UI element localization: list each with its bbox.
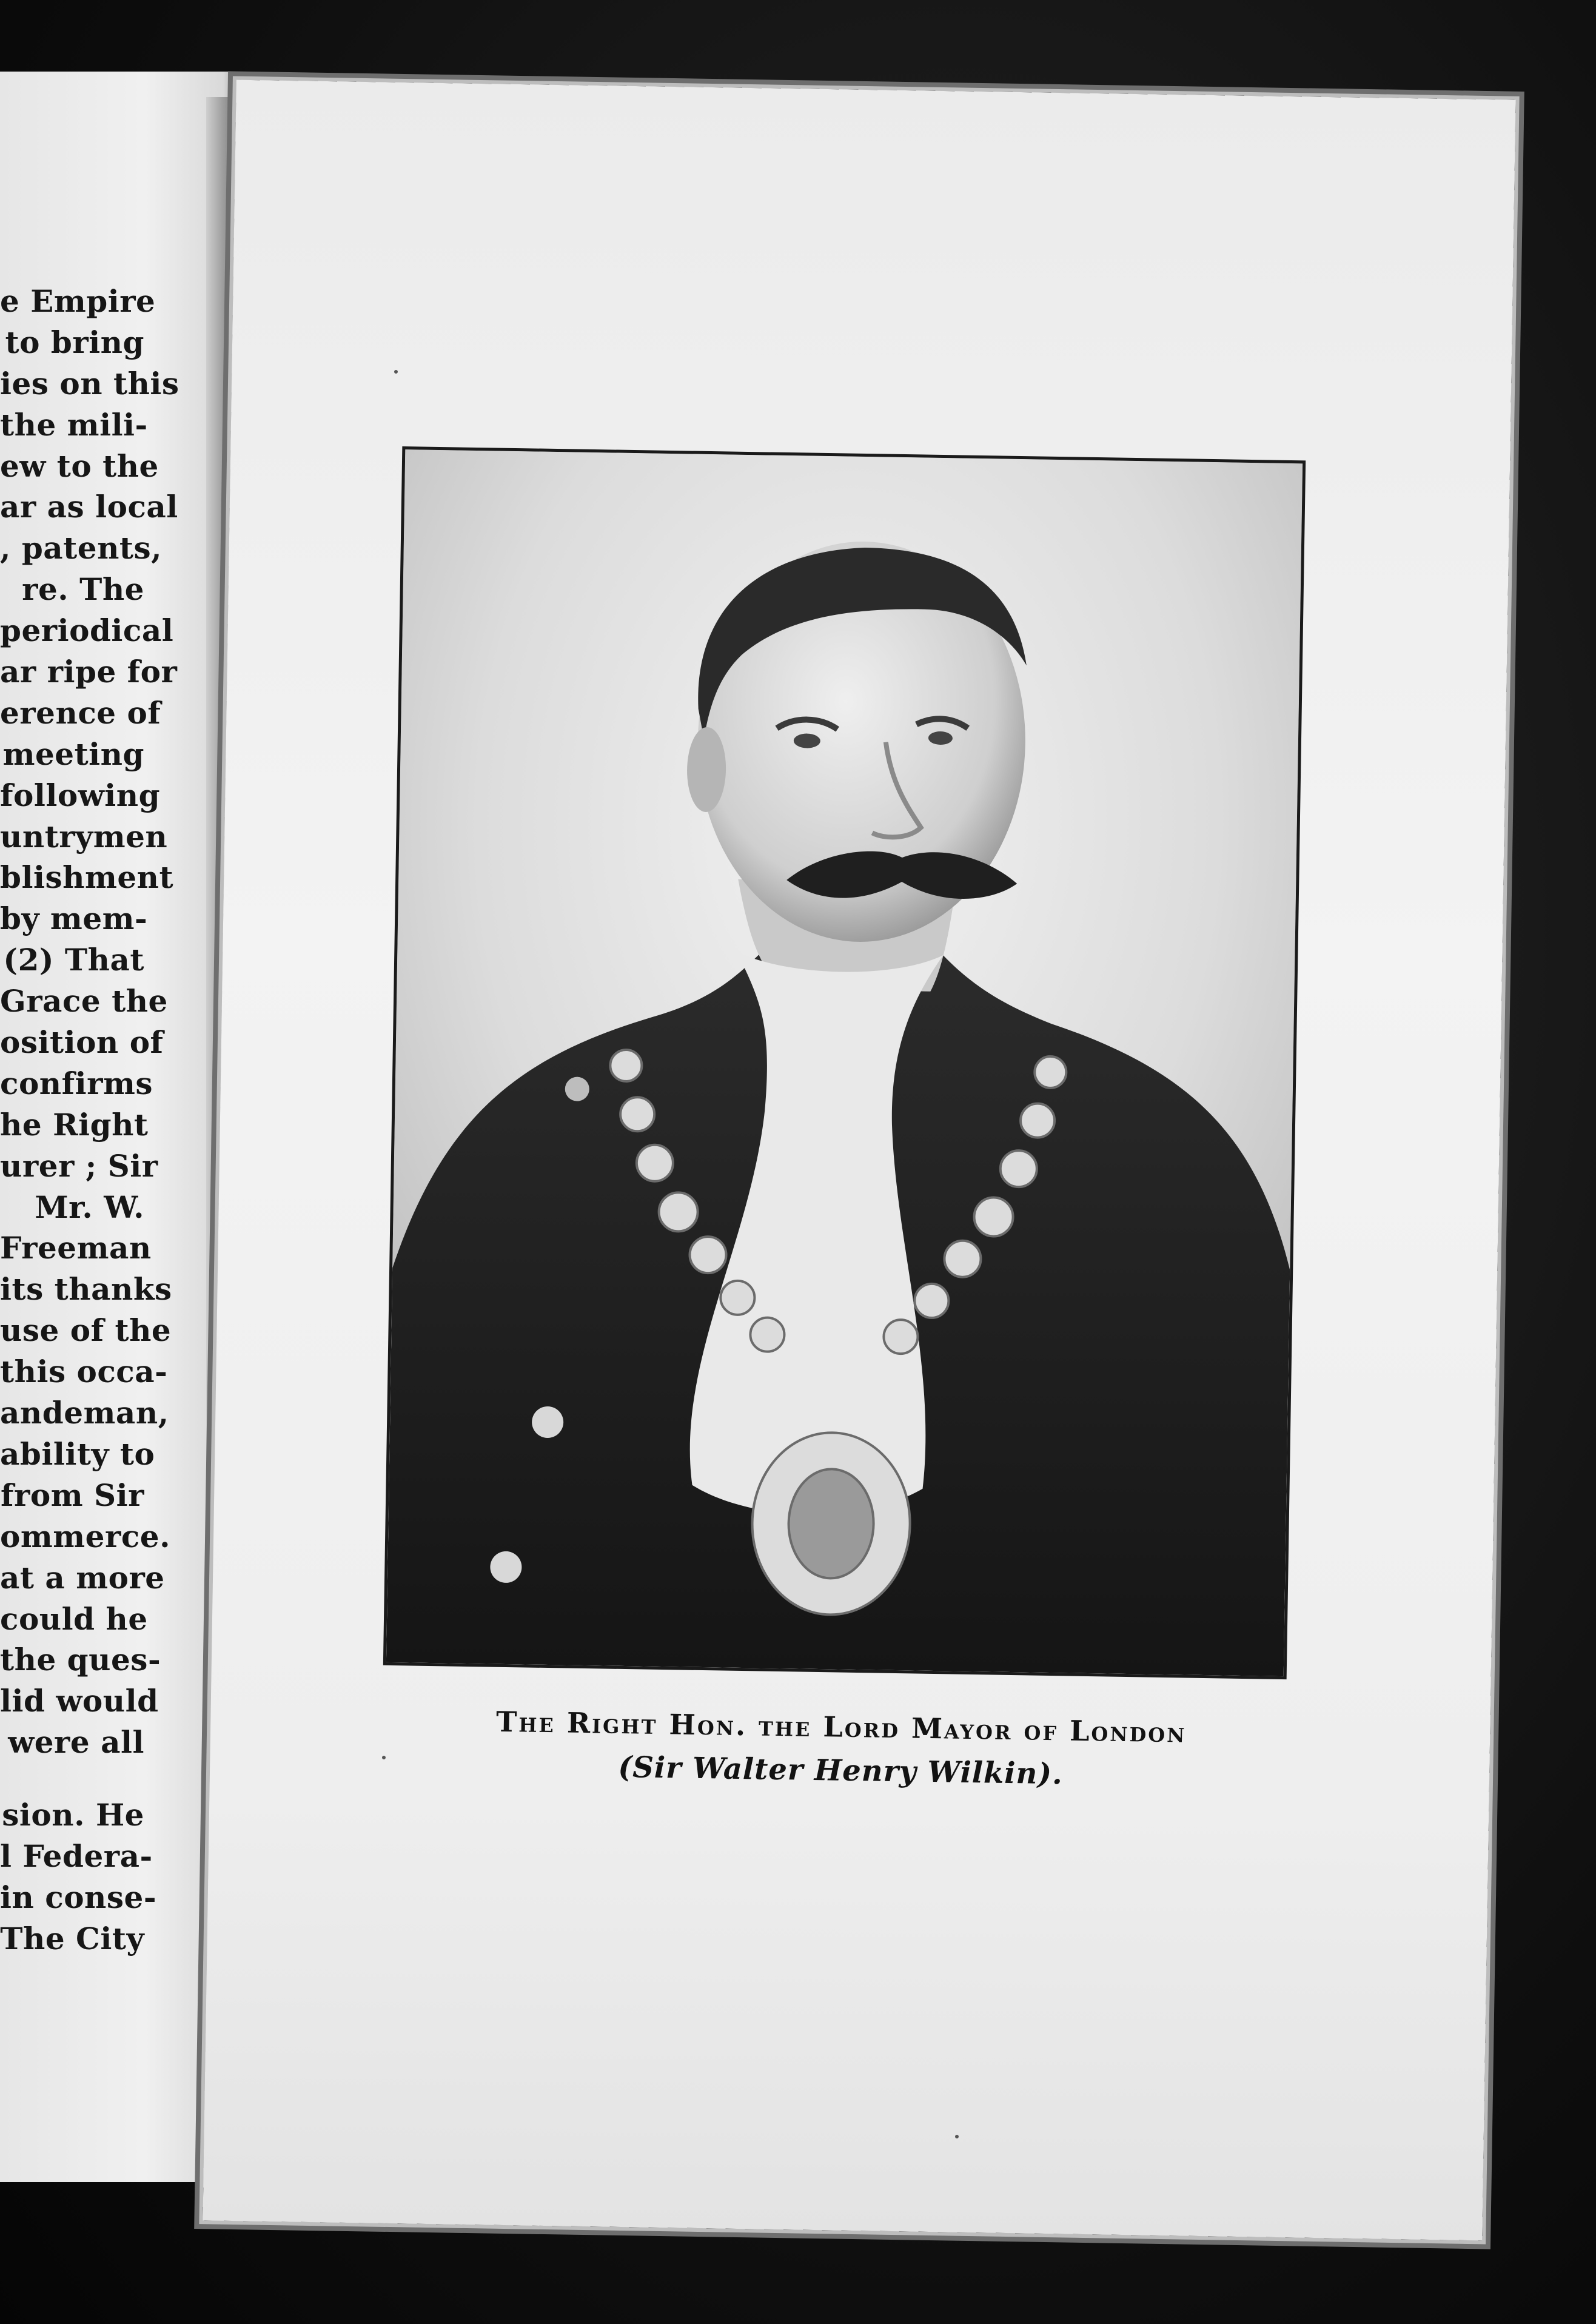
- portrait-plate: [383, 446, 1306, 1679]
- left-page-line: the mili-: [0, 406, 148, 443]
- left-page-line: this occa-: [0, 1354, 168, 1390]
- left-page-line: urer ; Sir: [0, 1147, 158, 1184]
- left-page-line: from Sir: [1, 1477, 144, 1513]
- portrait-image: [386, 449, 1303, 1676]
- left-page-line: use of the: [0, 1312, 172, 1349]
- left-page-line: in conse-: [0, 1879, 157, 1915]
- left-page-line: confirms: [0, 1065, 153, 1101]
- left-page-line: to bring: [5, 324, 144, 360]
- left-page-line: its thanks: [0, 1271, 172, 1308]
- left-page-line: Mr. W.: [35, 1189, 144, 1225]
- left-page-line: osition of: [0, 1024, 164, 1061]
- left-page-line: sion. He: [2, 1797, 144, 1833]
- left-page-line: ommerce.: [0, 1518, 170, 1554]
- left-page-line: erence of: [0, 694, 161, 731]
- plate-caption: [301, 1698, 1381, 1802]
- left-page-line: untrymen: [0, 818, 168, 855]
- left-page-line: (2) That: [3, 942, 144, 978]
- left-page-line: e Empire: [0, 283, 156, 319]
- caption-title: The Right Hon. the Lord Mayor of London: [495, 1705, 1187, 1749]
- left-page-line: periodical: [0, 613, 174, 649]
- right-page: [203, 80, 1515, 2241]
- left-page-line: re. The: [22, 571, 144, 608]
- left-page-line: andeman,: [0, 1395, 169, 1431]
- paragraph-gap: [0, 1763, 144, 1795]
- left-page-line: meeting: [2, 736, 144, 772]
- left-page-line: Freeman: [0, 1230, 152, 1266]
- left-page-line: by mem-: [0, 901, 148, 937]
- left-page-line: Grace the: [0, 983, 168, 1019]
- left-page-line: following: [0, 777, 161, 813]
- left-page-line: The City: [0, 1920, 144, 1956]
- left-page-line: ew to the: [0, 448, 159, 484]
- left-page-line: the ques-: [0, 1642, 161, 1678]
- left-page-line: ar ripe for: [0, 654, 178, 690]
- left-page-line: could he: [0, 1600, 148, 1637]
- left-page-line: l Federa-: [0, 1838, 153, 1874]
- caption-subtitle: (Sir Walter Henry Wilkin).: [618, 1750, 1064, 1792]
- left-page-line: lid would: [0, 1683, 159, 1719]
- left-page-line: , patents,: [0, 530, 163, 566]
- left-page-line: ies on this: [0, 365, 179, 401]
- left-page-text-column: [0, 281, 179, 1960]
- dust-speck: [955, 2135, 959, 2138]
- left-page-line: at a more: [0, 1559, 165, 1596]
- left-page-line: blishment: [0, 859, 174, 896]
- left-page-line: ability to: [0, 1436, 155, 1472]
- dust-speck: [394, 370, 398, 374]
- dust-speck: [382, 1756, 386, 1759]
- left-page-line: were all: [8, 1724, 144, 1761]
- left-page-line: he Right: [0, 1106, 149, 1143]
- left-page-line: ar as local: [0, 489, 178, 525]
